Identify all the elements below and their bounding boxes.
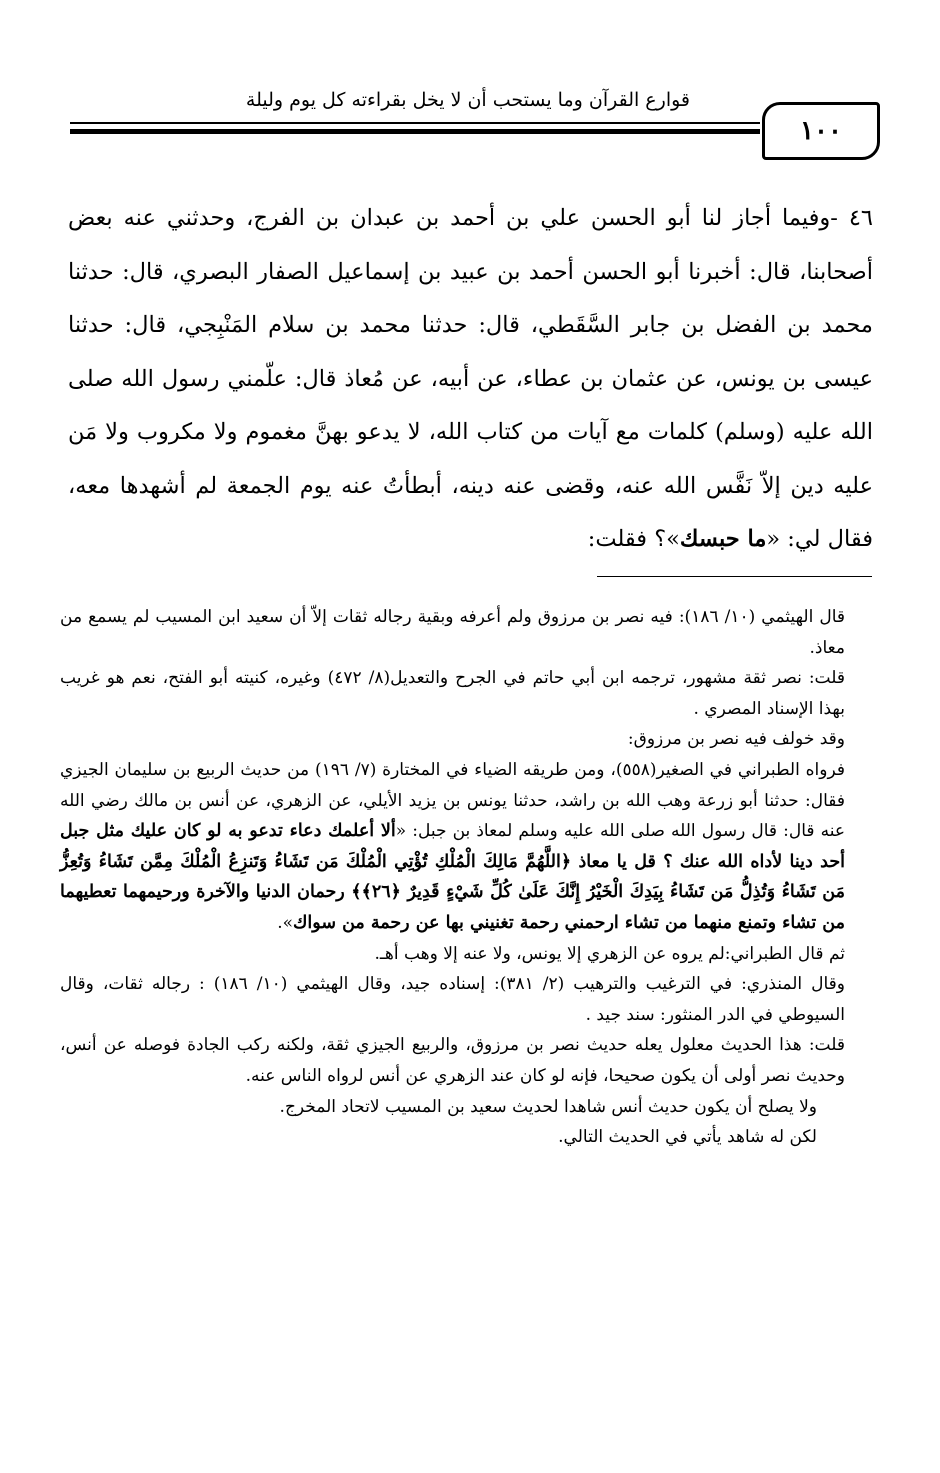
main-text [68, 192, 873, 567]
header-rule-thin [70, 122, 760, 124]
footnote-separator [597, 576, 872, 577]
footnote-paragraph: وقد خولف فيه نصر بن مرزوق: [627, 729, 845, 750]
footnote-paragraph [60, 755, 845, 939]
hadith-paragraph [68, 192, 873, 567]
page-header [70, 82, 880, 162]
footnote-paragraph: قلت: نصر ثقة مشهور، ترجمه ابن أبي حاتم في الجرح والتعديل(٨/ ٤٧٢) وغيره، كنيته أبو الفتح، نعم هو غريب بهذا الإسناد المصري . [60, 668, 845, 719]
page-number: ١٠٠ [800, 116, 842, 146]
footnote-paragraph: قلت: هذا الحديث معلول يعله حديث نصر بن مرزوق، والربيع الجيزي ثقة، ولكنه ركب الجادة فوصله عن أنس، وحديث نصر أولى أن يكون صحيحا، فإنه لو كان عند الزهري عن أنس لرواه الناس عنه. [60, 1035, 845, 1086]
footnotes [60, 602, 845, 1153]
running-title: قوارع القرآن وما يستحب أن لا يخل بقراءته كل يوم وليلة [245, 89, 690, 111]
footnote-paragraph: لكن له شاهد يأتي في الحديث التالي. [558, 1127, 817, 1148]
hadith-text-start: ٤٦ -وفيما أجاز لنا أبو الحسن علي بن أحمد بن عبدان بن الفرج، وحدثني عنه بعض أصحابنا، قال: أخبرنا أبو الحسن أحمد بن عبيد بن إسماعيل الصفار البصري، قال: حدثنا محمد بن الفضل بن جابر السَّقَطي، قال: حدثنا محمد بن سلام المَنْبِجي، قال: حدثنا عيسى بن يونس، عن عثمان بن عطاء، عن أبيه، عن مُعاذ قال: علّمني رسول الله صلى الله عليه (وسلم) كلمات مع آيات من كتاب الله، لا يدعو بهنَّ مغموم ولا مكروب ولا مَن عليه دين إلاّ نَفَّس الله عنه، وقضى عنه دينه، أبطأتُ عنه يوم الجمعة لم أشهدها معه، فقال لي: « [68, 205, 873, 552]
page-number-frame [762, 102, 880, 160]
hadith-quote-bold: ما حبسك [679, 526, 767, 552]
footnote-paragraph: ثم قال الطبراني:لم يروه عن الزهري إلا يونس، ولا عنه إلا وهب أهـ. [374, 943, 845, 964]
footnote-paragraph: قال الهيثمي (١٠/ ١٨٦): فيه نصر بن مرزوق ولم أعرفه وبقية رجاله ثقات إلاّ أن سعيد ابن المسيب لم يسمع من معاذ. [60, 607, 845, 658]
footnote-paragraph: ولا يصلح أن يكون حديث أنس شاهدا لحديث سعيد بن المسيب لاتحاد المخرج. [279, 1096, 817, 1117]
hadith-text-end: »؟ فقلت: [587, 526, 680, 552]
header-rule-thick [70, 129, 760, 134]
footnote-paragraph: وقال المنذري: في الترغيب والترهيب (٢/ ٣٨١): إسناده جيد، وقال الهيثمي (١٠/ ١٨٦) : رجاله ثقات، وقال السيوطي في الدر المنثور: سند جيد . [60, 974, 845, 1025]
footnote-text-end: ». [277, 912, 293, 933]
footnote-quote-bold: ألا أعلمك دعاء تدعو به لو كان عليك مثل جبل أحد دينا لأداه الله عنك ؟ قل يا معاذ ﴿اللَّهُمَّ مَالِكَ الْمُلْكِ تُؤْتِي الْمُلْكَ مَن تَشَاءُ وَتَنزِعُ الْمُلْكَ مِمَّن تَشَاءُ وَتُعِزُّ مَن تَشَاءُ وَتُذِلُّ مَن تَشَاءُ بِيَدِكَ الْخَيْرُ إِنَّكَ عَلَىٰ كُلِّ شَيْءٍ قَدِيرٌ ﴿٢٦﴾﴾ رحمان الدنيا والآخرة ورحيمهما تعطيهما من تشاء وتمنع منهما من تشاء ارحمني رحمة تغنيني بها عن رحمة من سواك [60, 821, 845, 933]
footnote-text: فرواه الطبراني في الصغير(٥٥٨)، ومن طريقه الضياء في المختارة (٧/ ١٩٦) من حديث الربيع بن سليمان الجيزي فقال: حدثنا أبو زرعة وهب الله بن راشد، حدثنا يونس بن يزيد الأيلي، عن الزهري، عن أنس بن مالك رضي الله عنه قال: قال رسول الله صلى الله عليه وسلم لمعاذ بن جبل: « [60, 759, 845, 842]
